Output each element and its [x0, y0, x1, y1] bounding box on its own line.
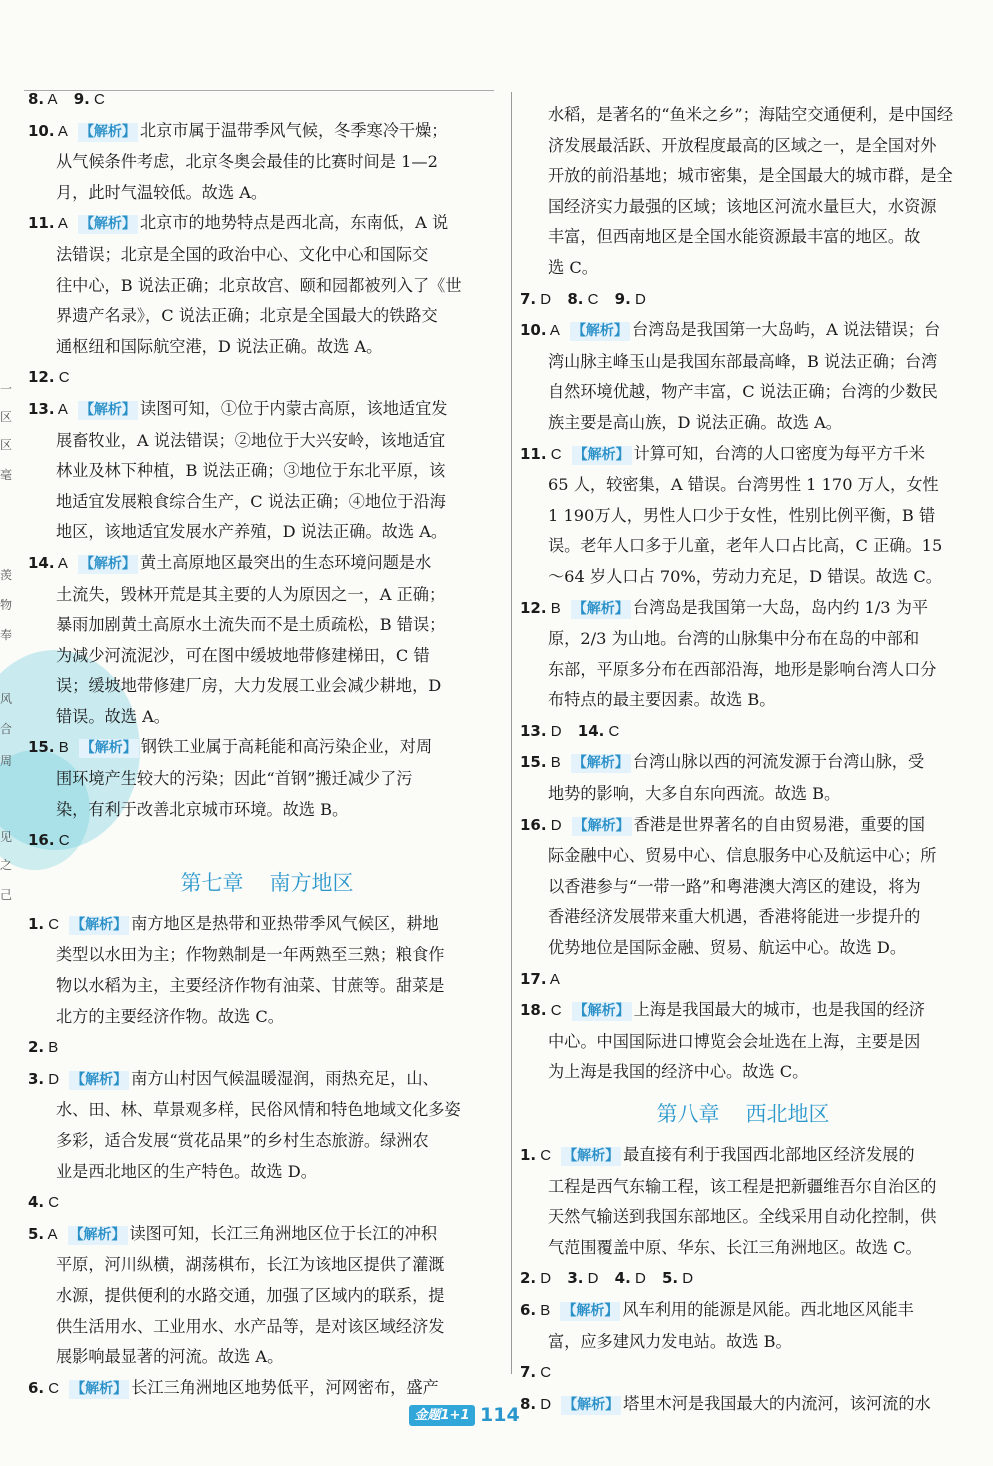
answer-entry	[28, 825, 506, 857]
analysis-text-line: 南方山村因气候温暖湿润，雨热充足，山、	[131, 1068, 439, 1088]
analysis-tag: 【解析】	[79, 401, 136, 418]
edge-glyph: 周	[0, 754, 13, 768]
analysis-text-line: 上海是我国最大的城市，也是我国的经济	[633, 1000, 925, 1020]
analysis-text-line: 为上海是我国的经济中心。故选 C。	[548, 1062, 809, 1082]
edge-glyph: 一	[0, 382, 13, 396]
analysis-text-line: 湾山脉主峰玉山是我国东部最高峰，B 说法正确；台湾	[548, 351, 938, 371]
analysis-text-line: 展影响最显著的河流。故选 A。	[56, 1347, 284, 1367]
answer-letter: A	[44, 91, 58, 108]
answer-entry	[28, 1187, 506, 1219]
analysis-text-line: 1 190万人，男性人口少于女性，性别比例平衡，B 错	[548, 505, 936, 525]
analysis-text-line: 界遗产名录》，C 说法正确；北京是全国最大的铁路交	[56, 306, 438, 326]
page-edge-text	[0, 380, 14, 980]
analysis-text-line: 最直接有利于我国西北部地区经济发展的	[623, 1145, 915, 1164]
analysis-text-line: 工程是西气东输工程，该工程是把新疆维吾尔自治区的	[548, 1176, 937, 1196]
answer-letter: C	[604, 722, 620, 740]
analysis-text-line: 土流失，毁林开荒是其主要的人为原因之一，A 正确；	[56, 584, 446, 604]
answer-entry	[28, 208, 506, 362]
analysis-text-line: 误；缓坡地带修建厂房，大力发展工业会减少耕地，D	[56, 676, 442, 696]
answer-letter: B	[546, 754, 561, 772]
answer-letter: D	[536, 1395, 552, 1413]
answer-letter: D	[44, 1070, 60, 1088]
analysis-text-line: 业是西北地区的生产特色。故选 D。	[56, 1161, 317, 1181]
answer-letter: B	[54, 739, 69, 757]
answer-letter: A	[546, 970, 560, 988]
analysis-tag: 【解析】	[572, 755, 629, 772]
answer-entry	[520, 810, 966, 964]
analysis-text-line: 选 C。	[548, 257, 598, 277]
answer-letter: A	[54, 122, 68, 140]
analysis-tag: 【解析】	[572, 600, 629, 617]
analysis-text-line: 水、田、林、草景观多样，民俗风情和特色地域文化多姿	[56, 1100, 461, 1120]
question-number: 4.	[614, 1269, 631, 1288]
question-number: 1.	[520, 1146, 537, 1164]
answer-letter: B	[44, 1039, 59, 1057]
answer-letter: C	[536, 1364, 552, 1382]
answer-letter: D	[546, 722, 562, 740]
analysis-text-line: 误。老年人口多于儿童，老年人口占比高，C 正确。15	[548, 536, 943, 556]
chapter-name: 西北地区	[745, 1102, 830, 1126]
analysis-text-line: 65 人，较密集，A 错误。台湾男性 1 170 万人，女性	[548, 475, 939, 495]
analysis-tag: 【解析】	[573, 446, 630, 463]
answer-entry	[520, 1140, 966, 1263]
analysis-tag: 【解析】	[71, 1380, 128, 1397]
analysis-text-line: 塔里木河是我国最大的内流河，该河流的水	[623, 1393, 931, 1413]
answer-letter: A	[54, 554, 68, 572]
answer-entry	[28, 1064, 506, 1187]
analysis-text-line: 物以水稻为主，主要经济作物有油菜、甘蔗等。甜菜是	[56, 976, 445, 996]
analysis-text-line: 香港是世界著名的自由贸易港，重要的国	[633, 814, 925, 834]
analysis-text-line: ～64 岁人口占 70%，劳动力充足，D 错误。故选 C。	[548, 566, 942, 586]
analysis-text-line: 布特点的最主要因素。故选 B。	[548, 690, 776, 710]
answer-letter: C	[54, 369, 70, 387]
answer-entry	[520, 964, 966, 996]
page-number: 114	[480, 1404, 520, 1426]
analysis-tag: 【解析】	[573, 1003, 630, 1020]
question-number: 11.	[520, 444, 547, 463]
chapter-name: 南方地区	[269, 870, 354, 895]
question-number: 8.	[567, 289, 584, 308]
edge-glyph: 羡	[0, 568, 13, 582]
answer-entry	[28, 1219, 506, 1373]
answer-letter: C	[546, 1002, 562, 1020]
edge-glyph: 之	[0, 858, 13, 872]
analysis-text-line: 台湾山脉以西的河流发源于台湾山脉，受	[632, 752, 925, 772]
chapter-heading	[520, 1092, 966, 1136]
analysis-text-line: 多彩，适合发展“赏花品果”的乡村生态旅游。绿洲农	[56, 1131, 429, 1150]
question-number: 11.	[28, 214, 55, 233]
question-number: 5.	[661, 1269, 679, 1288]
question-number: 18.	[520, 1001, 547, 1020]
analysis-tag: 【解析】	[79, 123, 136, 140]
question-number: 10.	[520, 321, 547, 340]
analysis-text-line: 为减少河流泥沙，可在图中缓坡地带修建梯田，C 错	[56, 645, 430, 665]
question-number: 2.	[28, 1038, 45, 1057]
edge-glyph: 物	[0, 598, 13, 612]
analysis-text-line: 丰富，但西南地区是全国水能资源最丰富的地区。故	[548, 227, 921, 247]
edge-glyph: 毫	[0, 468, 13, 482]
question-number: 2.	[520, 1269, 537, 1288]
edge-glyph: 见	[0, 830, 13, 844]
question-number: 3.	[567, 1269, 584, 1288]
answer-letter: B	[536, 1301, 551, 1319]
edge-glyph: 奉	[0, 628, 13, 642]
question-number: 9.	[614, 289, 631, 308]
answer-entry	[28, 909, 506, 1032]
answer-entry	[28, 1032, 506, 1064]
answer-entry	[520, 995, 966, 1088]
analysis-text-line: 月，此时气温较低。故选 A。	[56, 182, 268, 202]
analysis-text-line: 读图可知，长江三角洲地区位于长江的冲积	[129, 1223, 438, 1243]
answer-letter: C	[44, 1379, 60, 1397]
column-divider	[511, 92, 512, 1374]
answer-letter: A	[44, 1225, 58, 1243]
right-column	[520, 100, 966, 1420]
question-number: 3.	[28, 1069, 45, 1088]
analysis-text-line: 地适宜发展粮食综合生产，C 说法正确；④地位于沿海	[56, 491, 446, 511]
answer-letter: C	[54, 832, 70, 850]
chapter-label: 第七章	[180, 870, 244, 895]
answer-entry	[520, 1357, 966, 1389]
analysis-text-line: 开放的前沿基地；城市密集，是全国最大的城市群，是全	[548, 166, 953, 186]
answer-letter: D	[536, 290, 552, 308]
answer-letter: A	[546, 322, 560, 340]
edge-glyph: 区	[0, 410, 13, 424]
answer-entry	[28, 394, 506, 548]
edge-glyph: 己	[0, 888, 13, 902]
analysis-text-line: 气范围覆盖中原、华东、长江三角洲地区。故选 C。	[548, 1237, 922, 1257]
analysis-text-line: 黄土高原地区最突出的生态环境问题是水	[139, 552, 432, 572]
answer-entry	[520, 747, 966, 809]
page-footer	[0, 1400, 993, 1430]
answer-entry	[28, 362, 506, 394]
analysis-text-line: 际金融中心、贸易中心、信息服务中心及航运中心；所	[548, 846, 937, 866]
analysis-text-line: 南方地区是热带和亚热带季风气候区，耕地	[131, 913, 439, 933]
answer-entry	[520, 1263, 966, 1295]
analysis-tag: 【解析】	[563, 1148, 620, 1164]
answer-letter: A	[54, 215, 68, 233]
analysis-text-line: 原，2/3 为山地。台湾的山脉集中分布在岛的中部和	[548, 629, 920, 649]
analysis-text-line: 风车利用的能源是风能。西北地区风能丰	[622, 1299, 914, 1319]
analysis-tag: 【解析】	[71, 1071, 128, 1088]
answer-entry	[28, 116, 506, 209]
analysis-text-line: 北方的主要经济作物。故选 C。	[56, 1006, 284, 1026]
analysis-text-line: 自然环境优越，物产丰富，C 说法正确；台湾的少数民	[548, 382, 938, 402]
question-number: 10.	[28, 121, 55, 140]
continued-analysis	[520, 100, 966, 284]
question-number: 14.	[577, 721, 605, 740]
analysis-text-line: 读图可知，①位于内蒙古高原，该地适宜发	[139, 398, 448, 418]
question-number: 12.	[28, 368, 55, 387]
chapter-label: 第八章	[656, 1102, 720, 1126]
question-number: 16.	[28, 831, 55, 850]
question-number: 1.	[28, 914, 45, 933]
analysis-text-line: 从气候条件考虑，北京冬奥会最佳的比赛时间是 1—2	[56, 152, 438, 172]
analysis-text-line: 法错误；北京是全国的政治中心、文化中心和国际交	[56, 244, 429, 264]
analysis-text-line: 地区，该地适宜发展水产养殖，D 说法正确。故选 A。	[56, 522, 448, 542]
question-number: 13.	[520, 721, 547, 740]
chapter-heading	[28, 861, 506, 905]
analysis-text-line: 国经济实力最强的区域；该地区河流水量巨大，水资源	[548, 196, 937, 216]
analysis-text-line: 类型以水田为主；作物熟制是一年两熟至三熟；粮食作	[56, 945, 445, 965]
brand-badge: 金题1+1	[409, 1405, 475, 1426]
answer-letter: D	[536, 1270, 552, 1288]
question-number: 15.	[520, 753, 547, 772]
question-number: 8.	[520, 1394, 537, 1413]
edge-glyph: 区	[0, 438, 13, 452]
analysis-text-line: 围环境产生较大的污染；因此“首钢”搬迁减少了污	[56, 769, 413, 789]
analysis-tag: 【解析】	[79, 216, 136, 233]
question-number: 7.	[520, 1363, 537, 1382]
analysis-text-line: 暴雨加剧黄土高原水土流失而不是土质疏松，B 错误；	[56, 615, 446, 635]
answer-entry	[520, 315, 966, 438]
analysis-text-line: 往中心，B 说法正确；北京故宫、颐和园都被列入了《世	[56, 275, 462, 295]
analysis-text-line: 富，应多建风力发电站。故选 B。	[548, 1331, 792, 1351]
question-number: 6.	[28, 1378, 45, 1397]
question-number: 13.	[28, 399, 55, 418]
analysis-text-line: 地势的影响，大多自东向西流。故选 B。	[548, 784, 841, 804]
question-number: 8.	[28, 90, 45, 108]
analysis-tag: 【解析】	[562, 1302, 619, 1319]
question-number: 7.	[520, 289, 537, 308]
question-number: 9.	[73, 90, 90, 108]
edge-glyph: 风	[0, 692, 13, 706]
analysis-text-line: 中心。中国国际进口博览会会址选在上海，主要是因	[548, 1031, 921, 1051]
question-number: 16.	[520, 815, 547, 834]
question-number: 17.	[520, 969, 547, 988]
edge-glyph: 合	[0, 722, 13, 736]
answer-entry	[520, 1295, 966, 1357]
analysis-text-line: 香港经济发展带来重大机遇，香港将能进一步提升的	[548, 907, 921, 927]
question-number: 12.	[520, 598, 547, 617]
answer-entry	[520, 716, 966, 748]
question-number: 4.	[28, 1193, 45, 1212]
answer-entry	[520, 593, 966, 716]
question-number: 15.	[28, 738, 55, 757]
answer-letter: A	[54, 400, 68, 418]
analysis-text-line: 优势地位是国际金融、贸易、航运中心。故选 D。	[548, 938, 907, 958]
answer-letter: C	[583, 290, 599, 308]
analysis-text-line: 族主要是高山族，D 说法正确。故选 A。	[548, 412, 842, 432]
analysis-text-line: 以香港参与“一带一路”和粤港澳大湾区的建设，将为	[548, 876, 921, 896]
question-number: 5.	[28, 1224, 45, 1243]
answer-entry	[520, 439, 966, 593]
analysis-text-line: 济发展最活跃、开放程度最高的区域之一，是全国对外	[548, 135, 937, 155]
analysis-tag: 【解析】	[79, 555, 136, 572]
answer-letter: D	[630, 290, 646, 308]
analysis-text-line: 展畜牧业，A 说法错误；②地位于大兴安岭，该地适宜	[56, 430, 446, 450]
answer-letter: C	[546, 445, 562, 463]
left-column	[28, 84, 506, 1404]
analysis-tag: 【解析】	[571, 323, 628, 340]
analysis-text-line: 染，有利于改善北京城市环境。故选 B。	[56, 799, 349, 819]
analysis-text-line: 台湾岛是我国第一大岛屿，A 说法错误；台	[631, 320, 941, 340]
analysis-tag: 【解析】	[69, 1226, 126, 1243]
answer-letter: C	[44, 915, 60, 933]
analysis-tag: 【解析】	[563, 1396, 620, 1413]
analysis-text-line: 长江三角洲地区地势低平，河网密布，盛产	[131, 1377, 439, 1397]
analysis-text-line: 台湾岛是我国第一大岛，岛内约 1/3 为平	[632, 597, 929, 617]
answer-letter: D	[546, 816, 562, 834]
question-number: 6.	[520, 1300, 537, 1319]
analysis-text-line: 错误。故选 A。	[56, 706, 170, 726]
analysis-text-line: 水源，提供便利的水路交通，加强了区域内的联系，提	[56, 1285, 445, 1305]
question-number: 14.	[28, 553, 55, 572]
analysis-text-line: 计算可知，台湾的人口密度为每平方千米	[633, 443, 925, 463]
answer-letter: B	[546, 599, 561, 617]
analysis-text-line: 钢铁工业属于高耗能和高污染企业，对周	[140, 737, 433, 757]
analysis-tag: 【解析】	[71, 916, 128, 933]
answer-letter: C	[44, 1194, 60, 1212]
analysis-tag: 【解析】	[573, 817, 630, 834]
answer-letter: C	[89, 91, 105, 108]
analysis-text-line: 水稻，是著名的“鱼米之乡”；海陆空交通便利，是中国经	[548, 105, 954, 124]
answer-entry	[28, 732, 506, 825]
answer-letter: D	[630, 1270, 646, 1288]
analysis-text-line: 北京市属于温带季风气候，冬季寒冷干燥；	[139, 120, 448, 140]
analysis-text-line: 平原，河川纵横，湖荡棋布，长江为该地区提供了灌溉	[56, 1255, 445, 1275]
analysis-text-line: 供生活用水、工业用水、水产品等，是对该区域经济发	[56, 1316, 445, 1336]
analysis-tag: 【解析】	[80, 740, 137, 757]
analysis-text-line: 林业及林下种植，B 说法正确；③地位于东北平原，该	[56, 461, 446, 481]
analysis-text-line: 天然气输送到我国东部地区。全线采用自动化控制，供	[548, 1207, 937, 1227]
analysis-text-line: 东部，平原多分布在西部沿海，地形是影响台湾人口分	[548, 659, 937, 679]
answer-entry	[28, 548, 506, 733]
answer-letter: D	[583, 1270, 599, 1288]
answer-letter: C	[536, 1147, 552, 1164]
answer-entry	[28, 84, 506, 116]
analysis-text-line: 北京市的地势特点是西北高，东南低，A 说	[139, 213, 449, 233]
answer-entry	[520, 284, 966, 316]
analysis-text-line: 通枢纽和国际航空港，D 说法正确。故选 A。	[56, 336, 383, 356]
answer-letter: D	[678, 1270, 694, 1288]
